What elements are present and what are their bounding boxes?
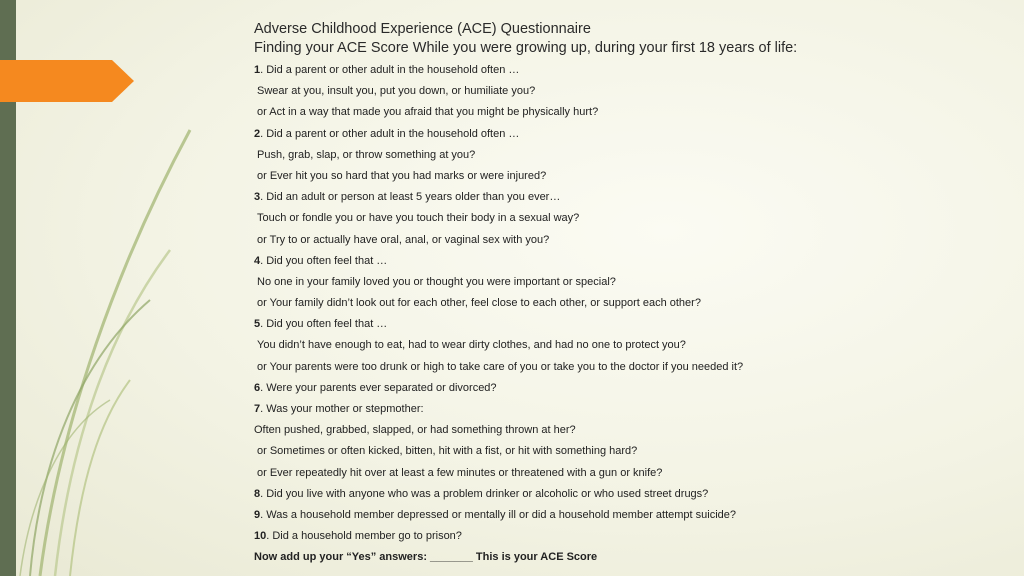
question-text: or Your parents were too drunk or high to take care of you or take you to the doctor if you needed it? [257,360,744,373]
question-text: . Were your parents ever separated or divorced? [260,381,497,394]
question-list [254,60,1014,547]
question-text: . Did a parent or other adult in the household often … [260,127,520,140]
orange-arrow-tab [0,60,134,102]
question-text: . Did you live with anyone who was a problem drinker or alcoholic or who used street drugs? [260,487,709,500]
question-text: . Was a household member depressed or mentally ill or did a household member attempt suicide? [260,508,737,521]
question-line [254,272,1014,293]
question-line [254,505,1014,526]
question-text: or Ever hit you so hard that you had marks or were injured? [257,169,547,182]
question-text: or Ever repeatedly hit over at least a few minutes or threatened with a gun or knife? [257,466,663,479]
question-text: Often pushed, grabbed, slapped, or had something thrown at her? [254,424,576,437]
question-text: . Did an adult or person at least 5 years older than you ever… [260,191,561,204]
question-line [254,251,1014,272]
question-number: 6 [254,381,261,394]
question-text: . Was your mother or stepmother: [260,403,424,415]
question-number: 7 [254,403,261,415]
ace-score-line: Now add up your “Yes” answers: _______ This is your ACE Score [254,551,598,564]
question-text: or Your family didn’t look out for each other, feel close to each other, or support each other? [257,297,701,310]
page-title: Adverse Childhood Experience (ACE) Questionnaire [254,21,591,37]
question-text: or Sometimes or often kicked, bitten, hit with a fist, or hit with something hard? [257,445,638,458]
question-line [254,526,1014,547]
question-line [254,124,1014,145]
question-line [254,145,1014,166]
question-text: or Try to or actually have oral, anal, or vaginal sex with you? [257,233,550,246]
question-text: Touch or fondle you or have you touch their body in a sexual way? [257,212,580,225]
question-line [254,60,1014,81]
question-line [254,208,1014,229]
question-line [254,102,1014,123]
question-line [254,484,1014,505]
question-number: 1 [254,64,261,76]
question-line [254,420,1014,441]
question-text: Push, grab, slap, or throw something at you? [257,148,476,161]
question-number: 4 [254,254,261,267]
question-text: Swear at you, insult you, put you down, or humiliate you? [257,85,536,98]
question-line [254,335,1014,356]
question-number: 2 [254,127,261,140]
question-text: . Did a parent or other adult in the household often … [260,64,520,76]
question-line [254,441,1014,462]
question-number: 9 [254,508,261,521]
page-subtitle: Finding your ACE Score While you were growing up, during your first 18 years of life: [254,40,798,56]
question-line [254,463,1014,484]
question-text: or Act in a way that made you afraid that you might be physically hurt? [257,106,599,119]
question-text: . Did a household member go to prison? [266,530,462,543]
question-number: 3 [254,191,261,204]
question-number: 8 [254,487,261,500]
question-line [254,293,1014,314]
question-line [254,357,1014,378]
questionnaire-content [254,20,1014,569]
question-line [254,81,1014,102]
question-line [254,187,1014,208]
question-line [254,399,1014,420]
question-number: 5 [254,318,261,331]
question-line [254,314,1014,335]
question-line [254,230,1014,251]
question-text: . Did you often feel that … [260,318,388,331]
question-number: 10 [254,530,267,543]
question-line [254,378,1014,399]
question-line [254,166,1014,187]
question-text: No one in your family loved you or thought you were important or special? [257,275,616,288]
question-text: . Did you often feel that … [260,254,388,267]
question-text: You didn’t have enough to eat, had to wear dirty clothes, and had no one to protect you? [257,339,686,352]
